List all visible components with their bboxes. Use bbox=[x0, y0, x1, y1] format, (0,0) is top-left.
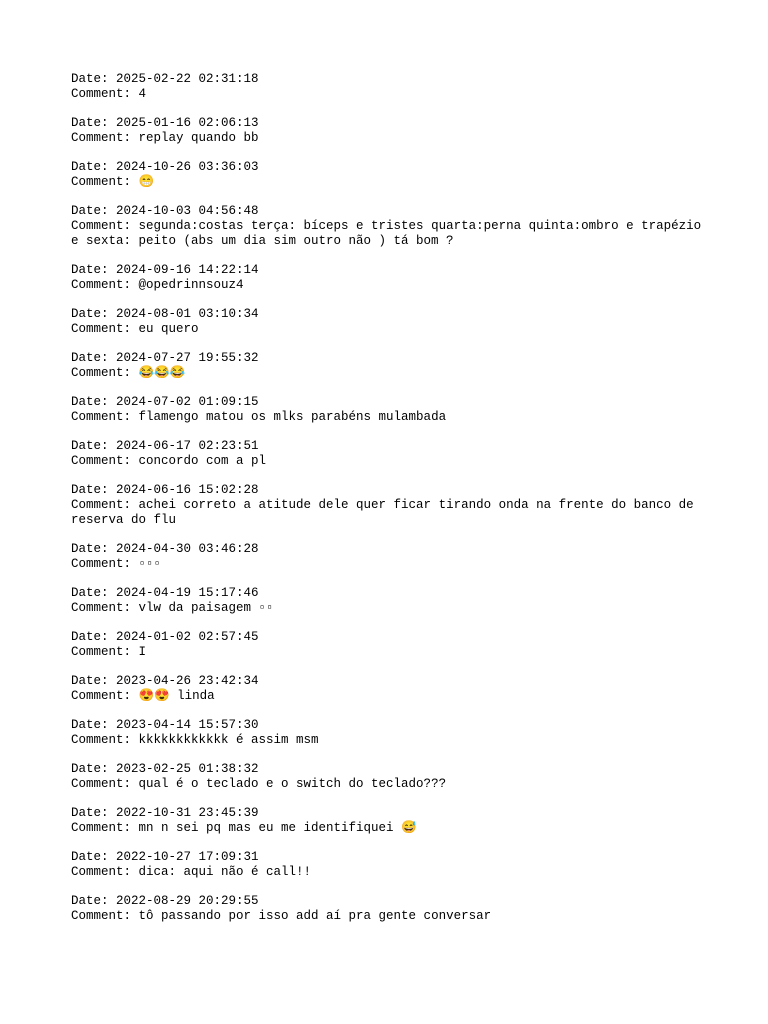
date-value: 2022-08-29 20:29:55 bbox=[116, 894, 259, 908]
entry-comment-line bbox=[71, 87, 711, 102]
comment-entry bbox=[71, 204, 711, 249]
comment-label: Comment: bbox=[71, 909, 139, 923]
comment-entry bbox=[71, 395, 711, 425]
date-value: 2023-02-25 01:38:32 bbox=[116, 762, 259, 776]
comment-label: Comment: bbox=[71, 175, 139, 189]
date-label: Date: bbox=[71, 630, 117, 644]
date-label: Date: bbox=[71, 351, 117, 365]
entry-date-line bbox=[71, 395, 711, 410]
date-label: Date: bbox=[71, 307, 117, 321]
comment-text: 4 bbox=[138, 87, 147, 101]
comment-text: replay quando bb bbox=[138, 131, 259, 145]
date-label: Date: bbox=[71, 263, 117, 277]
date-label: Date: bbox=[71, 439, 117, 453]
comment-label: Comment: bbox=[71, 454, 139, 468]
entry-date-line bbox=[71, 806, 711, 821]
comment-label: Comment: bbox=[71, 689, 139, 703]
date-value: 2024-08-01 03:10:34 bbox=[116, 307, 259, 321]
date-label: Date: bbox=[71, 674, 117, 688]
comment-text: eu quero bbox=[138, 322, 199, 336]
date-value: 2025-02-22 02:31:18 bbox=[116, 72, 259, 86]
entry-date-line bbox=[71, 850, 711, 865]
comment-text: 😁 bbox=[138, 175, 155, 189]
entry-comment-line bbox=[71, 498, 711, 528]
comment-text: kkkkkkkkkkkk é assim msm bbox=[138, 733, 319, 747]
entry-comment-line bbox=[71, 645, 711, 660]
entry-comment-line bbox=[71, 689, 711, 704]
comment-text: qual é o teclado e o switch do teclado??? bbox=[138, 777, 447, 791]
date-label: Date: bbox=[71, 204, 117, 218]
comment-label: Comment: bbox=[71, 219, 139, 233]
comment-label: Comment: bbox=[71, 410, 139, 424]
entry-comment-line bbox=[71, 131, 711, 146]
entry-comment-line bbox=[71, 175, 711, 190]
comment-entry bbox=[71, 674, 711, 704]
comment-text: I bbox=[138, 645, 147, 659]
comment-text: segunda:costas terça: bíceps e tristes quarta:perna quinta:ombro e trapézio e sexta: peito (abs um dia sim outro não ) tá bom ? bbox=[71, 219, 709, 248]
date-value: 2022-10-31 23:45:39 bbox=[116, 806, 259, 820]
comment-entry bbox=[71, 351, 711, 381]
comment-label: Comment: bbox=[71, 821, 139, 835]
comment-text: flamengo matou os mlks parabéns mulambada bbox=[138, 410, 447, 424]
entry-date-line bbox=[71, 351, 711, 366]
date-value: 2024-04-30 03:46:28 bbox=[116, 542, 259, 556]
entry-comment-line bbox=[71, 601, 711, 616]
comment-entry bbox=[71, 850, 711, 880]
date-label: Date: bbox=[71, 586, 117, 600]
date-value: 2024-01-02 02:57:45 bbox=[116, 630, 259, 644]
comment-text: dica: aqui não é call!! bbox=[138, 865, 312, 879]
comment-label: Comment: bbox=[71, 777, 139, 791]
date-label: Date: bbox=[71, 116, 117, 130]
comment-text: tô passando por isso add aí pra gente conversar bbox=[138, 909, 492, 923]
entry-comment-line bbox=[71, 821, 711, 836]
entry-date-line bbox=[71, 586, 711, 601]
comment-text: ▫▫▫ bbox=[138, 557, 162, 571]
comment-label: Comment: bbox=[71, 498, 139, 512]
comment-text: vlw da paisagem ▫▫ bbox=[138, 601, 274, 615]
date-value: 2024-10-26 03:36:03 bbox=[116, 160, 259, 174]
entry-date-line bbox=[71, 439, 711, 454]
comment-entry bbox=[71, 307, 711, 337]
comment-entry bbox=[71, 483, 711, 528]
date-label: Date: bbox=[71, 395, 117, 409]
comment-label: Comment: bbox=[71, 322, 139, 336]
date-value: 2024-06-17 02:23:51 bbox=[116, 439, 259, 453]
date-label: Date: bbox=[71, 483, 117, 497]
comment-label: Comment: bbox=[71, 366, 139, 380]
entry-date-line bbox=[71, 894, 711, 909]
comment-text: concordo com a pl bbox=[138, 454, 267, 468]
comment-label: Comment: bbox=[71, 557, 139, 571]
entry-date-line bbox=[71, 483, 711, 498]
entry-date-line bbox=[71, 116, 711, 131]
date-label: Date: bbox=[71, 542, 117, 556]
comment-label: Comment: bbox=[71, 733, 139, 747]
comment-label: Comment: bbox=[71, 601, 139, 615]
entry-comment-line bbox=[71, 777, 711, 792]
date-label: Date: bbox=[71, 718, 117, 732]
entry-date-line bbox=[71, 72, 711, 87]
comment-text: 😍😍 linda bbox=[138, 689, 215, 703]
comment-log bbox=[71, 72, 711, 938]
comment-text: @opedrinnsouz4 bbox=[138, 278, 244, 292]
comment-text: 😂😂😂 bbox=[138, 366, 186, 380]
date-label: Date: bbox=[71, 806, 117, 820]
comment-label: Comment: bbox=[71, 865, 139, 879]
comment-entry bbox=[71, 718, 711, 748]
date-label: Date: bbox=[71, 160, 117, 174]
comment-entry bbox=[71, 263, 711, 293]
comment-entry bbox=[71, 894, 711, 924]
date-value: 2024-07-02 01:09:15 bbox=[116, 395, 259, 409]
date-label: Date: bbox=[71, 72, 117, 86]
date-value: 2024-10-03 04:56:48 bbox=[116, 204, 259, 218]
date-value: 2025-01-16 02:06:13 bbox=[116, 116, 259, 130]
date-value: 2024-06-16 15:02:28 bbox=[116, 483, 259, 497]
entry-date-line bbox=[71, 307, 711, 322]
entry-comment-line bbox=[71, 278, 711, 293]
comment-label: Comment: bbox=[71, 87, 139, 101]
date-value: 2024-09-16 14:22:14 bbox=[116, 263, 259, 277]
date-label: Date: bbox=[71, 850, 117, 864]
date-value: 2022-10-27 17:09:31 bbox=[116, 850, 259, 864]
comment-entry bbox=[71, 439, 711, 469]
comment-label: Comment: bbox=[71, 645, 139, 659]
comment-entry bbox=[71, 630, 711, 660]
date-label: Date: bbox=[71, 894, 117, 908]
entry-date-line bbox=[71, 718, 711, 733]
comment-label: Comment: bbox=[71, 131, 139, 145]
comment-entry bbox=[71, 762, 711, 792]
entry-comment-line bbox=[71, 410, 711, 425]
comment-text: mn n sei pq mas eu me identifiquei 😅 bbox=[138, 821, 417, 835]
comment-entry bbox=[71, 806, 711, 836]
entry-comment-line bbox=[71, 733, 711, 748]
entry-date-line bbox=[71, 160, 711, 175]
entry-date-line bbox=[71, 542, 711, 557]
comment-entry bbox=[71, 586, 711, 616]
entry-comment-line bbox=[71, 557, 711, 572]
entry-comment-line bbox=[71, 322, 711, 337]
entry-comment-line bbox=[71, 366, 711, 381]
entry-date-line bbox=[71, 630, 711, 645]
comment-entry bbox=[71, 72, 711, 102]
comment-entry bbox=[71, 542, 711, 572]
comment-entry bbox=[71, 116, 711, 146]
date-value: 2023-04-26 23:42:34 bbox=[116, 674, 259, 688]
comment-text: achei correto a atitude dele quer ficar tirando onda na frente do banco de reserva do flu bbox=[71, 498, 702, 527]
date-value: 2024-04-19 15:17:46 bbox=[116, 586, 259, 600]
entry-comment-line bbox=[71, 865, 711, 880]
entry-comment-line bbox=[71, 909, 711, 924]
entry-date-line bbox=[71, 204, 711, 219]
comment-label: Comment: bbox=[71, 278, 139, 292]
date-value: 2024-07-27 19:55:32 bbox=[116, 351, 259, 365]
entry-comment-line bbox=[71, 219, 711, 249]
date-value: 2023-04-14 15:57:30 bbox=[116, 718, 259, 732]
entry-comment-line bbox=[71, 454, 711, 469]
date-label: Date: bbox=[71, 762, 117, 776]
entry-date-line bbox=[71, 263, 711, 278]
comment-entry bbox=[71, 160, 711, 190]
entry-date-line bbox=[71, 674, 711, 689]
entry-date-line bbox=[71, 762, 711, 777]
